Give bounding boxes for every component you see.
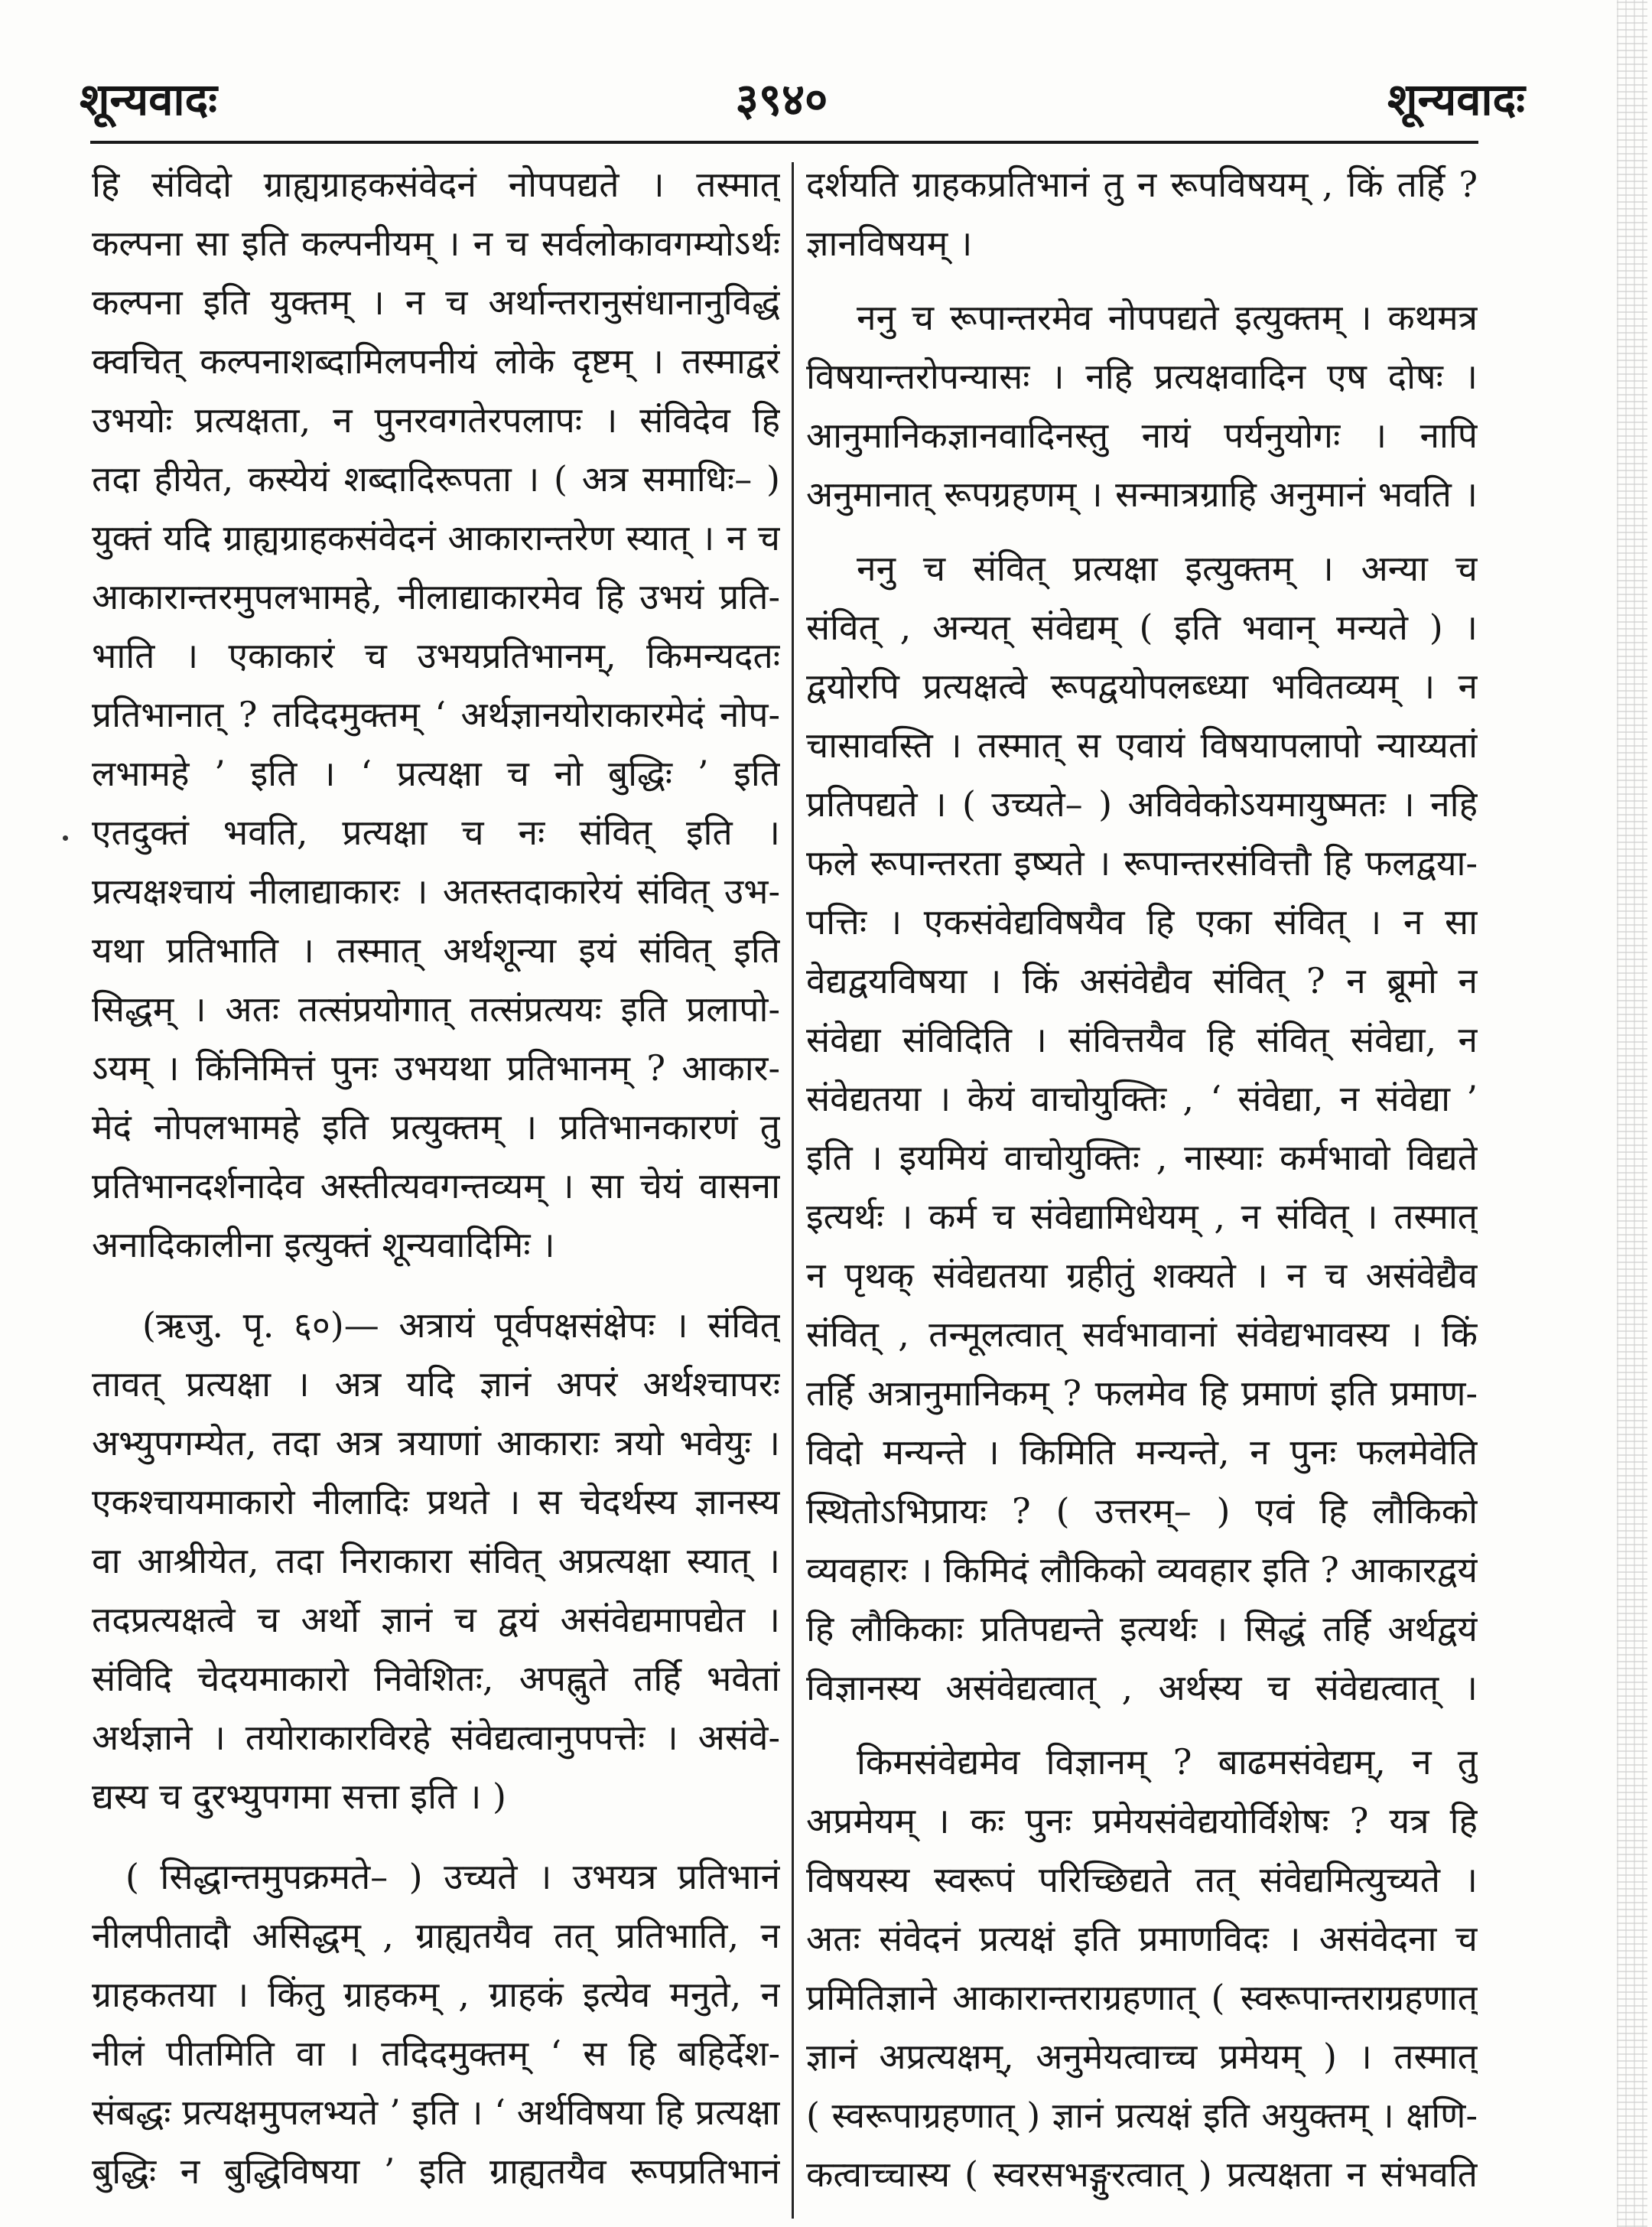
text-line xyxy=(806,1423,1478,1482)
text-line xyxy=(92,155,780,214)
line-text: आनुमानिकज्ञानवादिनस्तु नायं पर्यनुयोगः । नापि xyxy=(806,415,1478,456)
line-text: लभामहे ’ इति । ‘ प्रत्यक्षा च नो बुद्धिः ’ इति xyxy=(92,753,780,794)
text-line xyxy=(92,332,780,391)
line-text: अर्थज्ञाने । तयोराकारविरहे संवेद्यत्वानुपपत्तेः । असंवे- xyxy=(92,1717,780,1758)
line-text: पत्तिः । एकसंवेद्यविषयैव हि एका संवित् । न सा xyxy=(806,901,1478,943)
line-text: इति । इयमियं वाचोयुक्तिः , नास्याः कर्मभावो विद्यते xyxy=(806,1137,1478,1178)
text-line xyxy=(92,862,780,921)
margin-mark xyxy=(63,835,68,841)
text-line xyxy=(92,1649,780,1708)
text-line xyxy=(806,155,1478,214)
paragraph xyxy=(806,155,1478,273)
line-text: (ऋजु. पृ. ६०)— अत्रायं पूर्वपक्षसंक्षेपः । संवित् xyxy=(142,1304,780,1346)
text-line xyxy=(92,509,780,568)
line-text: तदप्रत्यक्षत्वे च अर्थो ज्ञानं च द्वयं असंवेद्यमापद्येत । xyxy=(92,1599,780,1640)
line-text: तदा हीयेत, कस्येयं शब्दादिरूपता । ( अत्र समाधिः– ) xyxy=(92,458,780,500)
line-text: चासावस्ति । तस्मात् स एवायं विषयापलापो न्याय्यतां xyxy=(806,724,1478,766)
text-line xyxy=(806,834,1478,893)
line-text: भाति । एकाकारं च उभयप्रतिभानम्, किमन्यदतः xyxy=(92,635,780,676)
line-text: मेदं नोपलभामहे इति प्रत्युक्तम् । प्रतिभानकारणं तु xyxy=(92,1106,780,1148)
line-text: फले रूपान्तरता इष्यते । रूपान्तरसंवित्तौ हि फलद्वया- xyxy=(806,842,1478,884)
text-line xyxy=(806,716,1478,775)
text-line xyxy=(92,568,780,627)
line-text: अनुमानात् रूपग्रहणम् । सन्मात्रग्राहि अनुमानं भवति । xyxy=(806,474,1478,515)
text-line xyxy=(92,273,780,332)
line-text: विषयस्य स्वरूपं परिच्छिद्यते तत् संवेद्यमित्युच्यते । xyxy=(806,1859,1478,1900)
line-text: नीलपीतादौ असिद्धम् , ग्राह्यतयैव तत् प्रतिभाति, न xyxy=(92,1915,780,1956)
text-line xyxy=(806,1246,1478,1305)
text-line xyxy=(92,1906,780,1965)
line-text: ( स्वरूपाग्रहणात् ) ज्ञानं प्रत्यक्षं इति अयुक्तम् । क्षणि- xyxy=(806,2095,1478,2136)
left-column xyxy=(92,155,780,2201)
line-text: द्वयोरपि प्रत्यक्षत्वे रूपद्वयोपलब्ध्या भवितव्यम् । न xyxy=(806,666,1478,707)
text-line xyxy=(806,1600,1478,1659)
text-line xyxy=(92,1157,780,1216)
line-text: ज्ञानविषयम् । xyxy=(806,223,973,264)
text-line xyxy=(92,1216,780,1275)
text-line xyxy=(806,214,1478,273)
text-line xyxy=(806,952,1478,1011)
line-text: विज्ञानस्य असंवेद्यत्वात् , अर्थस्य च संवेद्यत्वात् । xyxy=(806,1667,1478,1708)
line-text: अभ्युपगम्येत, तदा अत्र त्रयाणां आकाराः त्रयो भवेयुः । xyxy=(92,1422,780,1464)
text-line xyxy=(92,391,780,450)
text-line xyxy=(806,1011,1478,1070)
line-text: प्रमितिज्ञाने आकारान्तराग्रहणात् ( स्वरूपान्तराग्रहणात् xyxy=(806,1977,1478,2018)
text-line xyxy=(806,2086,1478,2145)
line-text: ननु च रूपान्तरमेव नोपपद्यते इत्युक्तम् । कथमत्र xyxy=(857,297,1478,338)
text-line xyxy=(806,1968,1478,2027)
running-head-left: शून्यवादः xyxy=(80,73,217,125)
line-text: अतः संवेदनं प्रत्यक्षं इति प्रमाणविदः । असंवेदना च xyxy=(806,1918,1478,1959)
text-line xyxy=(92,1532,780,1590)
line-text: वा आश्रीयेत, तदा निराकारा संवित् अप्रत्यक्षा स्यात् । xyxy=(92,1540,780,1581)
text-line xyxy=(92,1098,780,1157)
running-head-right: शून्यवादः xyxy=(1387,73,1525,125)
text-line xyxy=(92,627,780,685)
text-line xyxy=(806,598,1478,657)
text-line xyxy=(806,539,1478,598)
text-line xyxy=(92,1590,780,1649)
line-text: क्वचित् कल्पनाशब्दामिलपनीयं लोके दृष्टम् । तस्माद्वरं xyxy=(92,340,780,382)
text-line xyxy=(92,2142,780,2201)
line-text: प्रतिभानदर्शनादेव अस्तीत्यवगन्तव्यम् । सा चेयं वासना xyxy=(92,1165,780,1206)
line-text: दर्शयति ग्राहकप्रतिभानं तु न रूपविषयम् , किं तर्हि ? xyxy=(806,164,1478,205)
text-line xyxy=(92,1296,780,1355)
line-text: ऽयम् । किंनिमित्तं पुनः उभयथा प्रतिभानम् ? आकार- xyxy=(92,1047,780,1089)
text-line xyxy=(806,465,1478,524)
text-line xyxy=(92,1473,780,1532)
text-line xyxy=(92,980,780,1039)
line-text: विषयान्तरोपन्यासः । नहि प्रत्यक्षवादिन एष दोषः । xyxy=(806,356,1478,397)
text-line xyxy=(92,1965,780,2024)
text-line xyxy=(806,1792,1478,1851)
line-text: संवेद्या संविदिति । संवित्तयैव हि संवित् संवेद्या, न xyxy=(806,1019,1478,1060)
text-line xyxy=(806,657,1478,716)
text-line xyxy=(92,803,780,862)
text-line xyxy=(92,921,780,980)
header-rule xyxy=(90,141,1478,144)
text-line xyxy=(806,406,1478,465)
text-line xyxy=(92,685,780,744)
line-text: किमसंवेद्यमेव विज्ञानम् ? बाढमसंवेद्यम्, न तु xyxy=(857,1741,1478,1783)
paragraph xyxy=(92,1848,780,2201)
line-text: प्रत्यक्षश्चायं नीलाद्याकारः । अतस्तदाकारेयं संवित् उभ- xyxy=(92,871,780,912)
line-text: स्थितोऽभिप्रायः ? ( उत्तरम्– ) एवं हि लौकिको xyxy=(806,1490,1478,1532)
line-text: द्यस्य च दुरभ्युपगमा सत्ता इति । ) xyxy=(92,1776,506,1817)
line-text: ज्ञानं अप्रत्यक्षम्, अनुमेयत्वाच्च प्रमेयम् ) । तस्मात् xyxy=(806,2036,1478,2077)
text-line xyxy=(92,1355,780,1414)
line-text: इत्यर्थः । कर्म च संवेद्यामिधेयम् , न संवित् । तस्मात् xyxy=(806,1196,1478,1237)
line-text: संबद्धः प्रत्यक्षमुपलभ्यते ’ इति । ‘ अर्थविषया हि प्रत्यक्षा xyxy=(92,2092,780,2133)
line-text: कल्पना इति युक्तम् । न च अर्थान्तरानुसंधानानुविद्धं xyxy=(92,282,780,323)
page-number: ३९४० xyxy=(735,73,828,125)
line-text: प्रतिपद्यते । ( उच्यते– ) अविवेकोऽयमायुष्मतः । नहि xyxy=(806,783,1478,825)
line-text: सिद्धम् । अतः तत्संप्रयोगात् तत्संप्रत्ययः इति प्रलापो- xyxy=(92,988,780,1030)
line-text: एतदुक्तं भवति, प्रत्यक्षा च नः संवित् इति । xyxy=(92,812,780,853)
line-text: विदो मन्यन्ते । किमिति मन्यन्ते, न पुनः फलमेवेति xyxy=(806,1431,1478,1473)
line-text: संवेद्यतया । केयं वाचोयुक्तिः , ‘ संवेद्या, न संवेद्या ’ xyxy=(806,1078,1478,1119)
line-text: आकारान्तरमुपलभामहे, नीलाद्याकारमेव हि उभयं प्रति- xyxy=(92,576,780,617)
line-text: यथा प्रतिभाति । तस्मात् अर्थशून्या इयं संवित् इति xyxy=(92,930,780,971)
text-line xyxy=(806,1851,1478,1910)
text-line xyxy=(806,1659,1478,1717)
line-text: ननु च संवित् प्रत्यक्षा इत्युक्तम् । अन्या च xyxy=(857,548,1478,589)
text-line xyxy=(92,1848,780,1906)
line-text: व्यवहारः । किमिदं लौकिको व्यवहार इति ? आकारद्वयं xyxy=(806,1549,1478,1590)
text-line xyxy=(92,214,780,273)
text-line xyxy=(806,775,1478,834)
line-text: वेद्यद्वयविषया । किं असंवेद्यैव संवित् ? न ब्रूमो न xyxy=(806,960,1478,1001)
line-text: हि लौकिकाः प्रतिपद्यन्ते इत्यर्थः । सिद्धं तर्हि अर्थद्वयं xyxy=(806,1608,1478,1649)
line-text: नीलं पीतमिति वा । तदिदमुक्तम् ‘ स हि बहिर्देश- xyxy=(92,2033,780,2074)
line-text: कल्पना सा इति कल्पनीयम् । न च सर्वलोकावगम्योऽर्थः xyxy=(92,223,780,264)
text-line xyxy=(806,1482,1478,1541)
line-text: अनादिकालीना इत्युक्तं शून्यवादिमिः । xyxy=(92,1224,555,1265)
line-text: प्रतिभानात् ? तदिदमुक्तम् ‘ अर्थज्ञानयोराकारमेदं नोप- xyxy=(92,694,780,735)
text-line xyxy=(806,1128,1478,1187)
line-text: बुद्धिः न बुद्धिविषया ’ इति ग्राह्यतयैव रूपप्रतिभानं xyxy=(92,2150,780,2192)
line-text: संवित् , तन्मूलत्वात् सर्वभावानां संवेद्यभावस्य । किं xyxy=(806,1314,1478,1355)
text-line xyxy=(92,2024,780,2083)
text-line xyxy=(92,1767,780,1826)
text-line xyxy=(92,1414,780,1473)
paragraph xyxy=(92,1296,780,1826)
text-line xyxy=(92,1708,780,1767)
paragraph xyxy=(806,539,1478,1717)
line-text: तावत् प्रत्यक्षा । अत्र यदि ज्ञानं अपरं अर्थश्चापरः xyxy=(92,1363,780,1405)
line-text: संवित् , अन्यत् संवेद्यम् ( इति भवान् मन्यते ) । xyxy=(806,607,1478,648)
paragraph xyxy=(806,1733,1478,2204)
text-line xyxy=(806,893,1478,952)
line-text: कत्वाच्चास्य ( स्वरसभङ्गुरत्वात् ) प्रत्यक्षता न संभवति xyxy=(806,2154,1478,2195)
text-line xyxy=(806,2145,1478,2204)
text-line xyxy=(92,744,780,803)
text-line xyxy=(92,2083,780,2142)
line-text: तर्हि अत्रानुमानिकम् ? फलमेव हि प्रमाणं इति प्रमाण- xyxy=(806,1372,1478,1414)
text-line xyxy=(806,1305,1478,1364)
paragraph xyxy=(806,288,1478,524)
line-text: एकश्चायमाकारो नीलादिः प्रथते । स चेदर्थस्य ज्ञानस्य xyxy=(92,1481,780,1522)
text-line xyxy=(806,2027,1478,2086)
line-text: युक्तं यदि ग्राह्यग्राहकसंवेदनं आकारान्तरेण स्यात् । न च xyxy=(92,517,780,558)
column-divider xyxy=(792,162,794,2219)
paragraph xyxy=(92,155,780,1275)
line-text: न पृथक् संवेद्यतया ग्रहीतुं शक्यते । न च असंवेद्यैव xyxy=(806,1255,1478,1296)
line-text: ग्राहकतया । किंतु ग्राहकम् , ग्राहकं इत्येव मनुते, न xyxy=(92,1974,780,2015)
text-line xyxy=(806,1541,1478,1600)
text-line xyxy=(806,288,1478,347)
line-text: हि संविदो ग्राह्यग्राहकसंवेदनं नोपपद्यते । तस्मात् xyxy=(92,164,780,205)
text-line xyxy=(806,1187,1478,1246)
text-line xyxy=(806,1364,1478,1423)
scan-edge-speckle xyxy=(1617,0,1647,2227)
text-line xyxy=(806,1910,1478,1968)
text-line xyxy=(806,1733,1478,1792)
line-text: अप्रमेयम् । कः पुनः प्रमेयसंवेद्ययोर्विशेषः ? यत्र हि xyxy=(806,1800,1478,1841)
text-line xyxy=(92,450,780,509)
line-text: संविदि चेदयमाकारो निवेशितः, अपह्नुते तर्हि भवेतां xyxy=(92,1658,780,1699)
line-text: उभयोः प्रत्यक्षता, न पुनरवगतेरपलापः । संविदेव हि xyxy=(92,399,780,441)
right-column xyxy=(806,155,1478,2204)
text-line xyxy=(806,1070,1478,1128)
line-text: ( सिद्धान्तमुपक्रमते– ) उच्यते । उभयत्र प्रतिभानं xyxy=(125,1856,780,1897)
text-line xyxy=(806,347,1478,406)
text-line xyxy=(92,1039,780,1098)
